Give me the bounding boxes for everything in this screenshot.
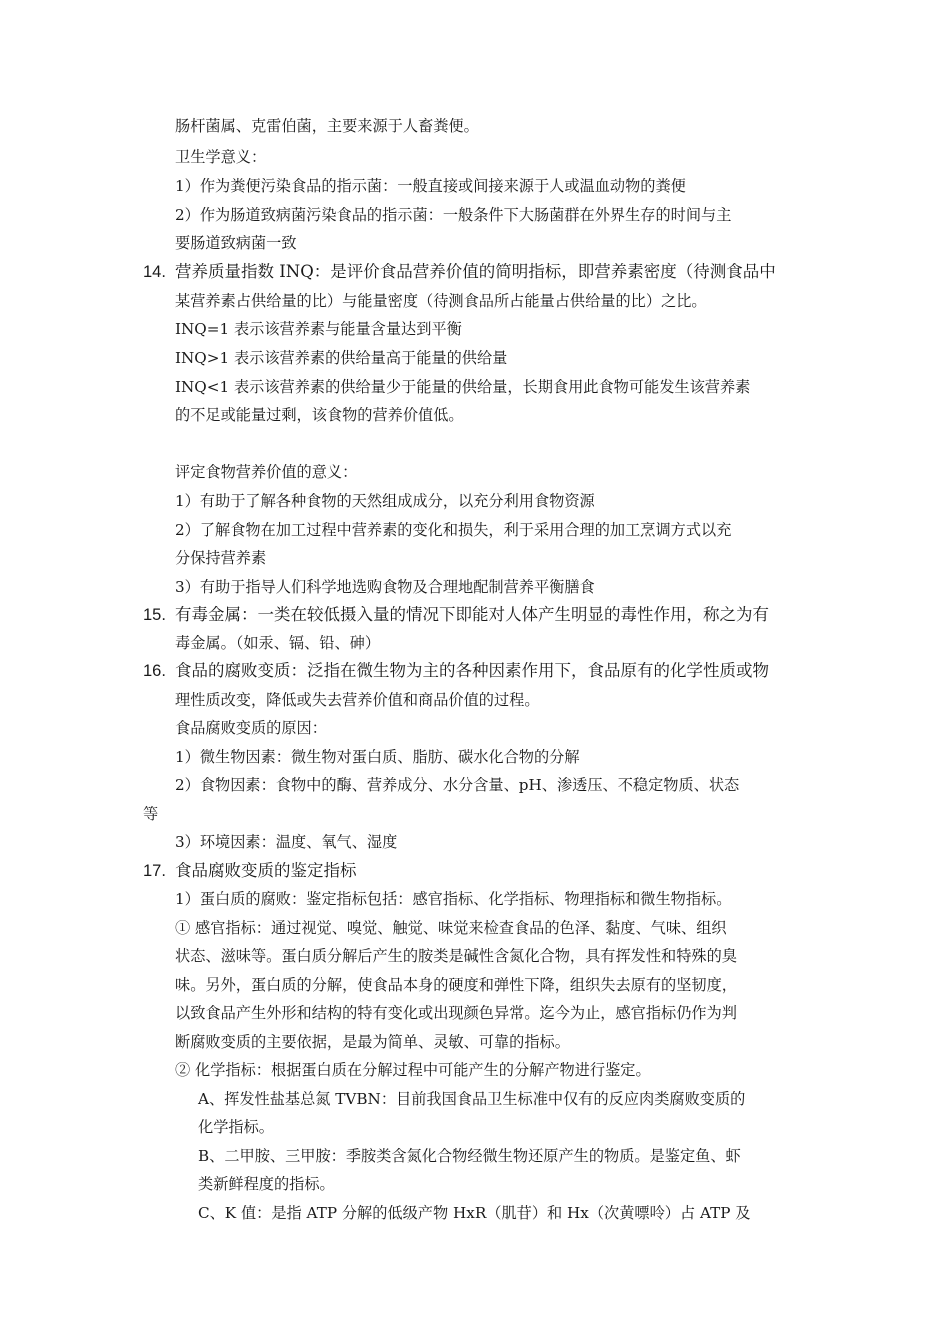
text-line: 毒金属。（如汞、镉、铅、砷） — [175, 634, 381, 652]
text-line: 1）微生物因素：微生物对蛋白质、脂肪、碳水化合物的分解 — [175, 748, 580, 766]
item-number-15: 15. — [143, 606, 166, 624]
text-line: INQ>1 表示该营养素的供给量高于能量的供给量 — [175, 349, 508, 367]
text-line: 1）作为粪便污染食品的指示菌：一般直接或间接来源于人或温血动物的粪便 — [175, 177, 686, 195]
text-line: C、K 值：是指 ATP 分解的低级产物 HxR（肌苷）和 Hx（次黄嘌呤）占 ATP 及 — [198, 1204, 751, 1222]
item-heading-15: 有毒金属：一类在较低摄入量的情况下即能对人体产生明显的毒性作用，称之为有 — [175, 605, 769, 624]
text-line: 理性质改变，降低或失去营养价值和商品价值的过程。 — [175, 691, 540, 709]
item-heading-14: 营养质量指数 INQ：是评价食品营养价值的简明指标，即营养素密度（待测食品中 — [175, 262, 776, 281]
text-line: 3）环境因素：温度、氧气、湿度 — [175, 833, 398, 851]
item-heading-17: 食品腐败变质的鉴定指标 — [175, 861, 357, 880]
text-line: ① 感官指标：通过视觉、嗅觉、触觉、味觉来检查食品的色泽、黏度、气味、组织 — [175, 919, 727, 937]
item-number-14: 14. — [143, 263, 166, 281]
item-number-16: 16. — [143, 662, 166, 680]
text-line: INQ=1 表示该营养素与能量含量达到平衡 — [175, 320, 462, 338]
text-line: 类新鲜程度的指标。 — [198, 1175, 335, 1193]
text-line: 2）食物因素：食物中的酶、营养成分、水分含量、pH、渗透压、不稳定物质、状态 — [175, 776, 740, 794]
text-line: 化学指标。 — [198, 1118, 274, 1136]
text-line: 某营养素占供给量的比）与能量密度（待测食品所占能量占供给量的比）之比。 — [175, 292, 707, 310]
text-line: 以致食品产生外形和结构的特有变化或出现颜色异常。迄今为止，感官指标仍作为判 — [175, 1004, 737, 1022]
text-line: 要肠道致病菌一致 — [175, 234, 297, 252]
text-line: 食品腐败变质的原因： — [175, 719, 327, 737]
item-number-17: 17. — [143, 862, 166, 880]
text-line: ② 化学指标：根据蛋白质在分解过程中可能产生的分解产物进行鉴定。 — [175, 1061, 651, 1079]
text-line: B、二甲胺、三甲胺：季胺类含氮化合物经微生物还原产生的物质。是鉴定鱼、虾 — [198, 1147, 741, 1165]
text-line: 断腐败变质的主要依据，是最为简单、灵敏、可靠的指标。 — [175, 1033, 570, 1051]
text-line: 评定食物营养价值的意义： — [175, 463, 358, 481]
text-line: 味。另外，蛋白质的分解，使食品本身的硬度和弹性下降，组织失去原有的坚韧度， — [175, 976, 737, 994]
text-line: 卫生学意义： — [175, 148, 267, 166]
text-line: 状态、滋味等。蛋白质分解后产生的胺类是碱性含氮化合物，具有挥发性和特殊的臭 — [175, 947, 737, 965]
item-heading-16: 食品的腐败变质：泛指在微生物为主的各种因素作用下，食品原有的化学性质或物 — [175, 661, 769, 680]
text-line: 等 — [143, 805, 159, 823]
text-line: 3）有助于指导人们科学地选购食物及合理地配制营养平衡膳食 — [175, 578, 595, 596]
text-line: A、挥发性盐基总氮 TVBN：目前我国食品卫生标准中仅有的反应肉类腐败变质的 — [198, 1090, 746, 1108]
text-line: INQ<1 表示该营养素的供给量少于能量的供给量，长期食用此食物可能发生该营养素 — [175, 378, 751, 396]
text-line: 2）了解食物在加工过程中营养素的变化和损失，利于采用合理的加工烹调方式以充 — [175, 521, 732, 539]
text-line: 分保持营养素 — [175, 549, 267, 567]
text-line: 1）有助于了解各种食物的天然组成成分，以充分利用食物资源 — [175, 492, 595, 510]
text-line: 肠杆菌属、克雷伯菌，主要来源于人畜粪便。 — [175, 117, 479, 135]
text-line: 的不足或能量过剩，该食物的营养价值低。 — [175, 406, 464, 424]
text-line: 2）作为肠道致病菌污染食品的指示菌：一般条件下大肠菌群在外界生存的时间与主 — [175, 206, 732, 224]
text-line: 1）蛋白质的腐败：鉴定指标包括：感官指标、化学指标、物理指标和微生物指标。 — [175, 890, 732, 908]
